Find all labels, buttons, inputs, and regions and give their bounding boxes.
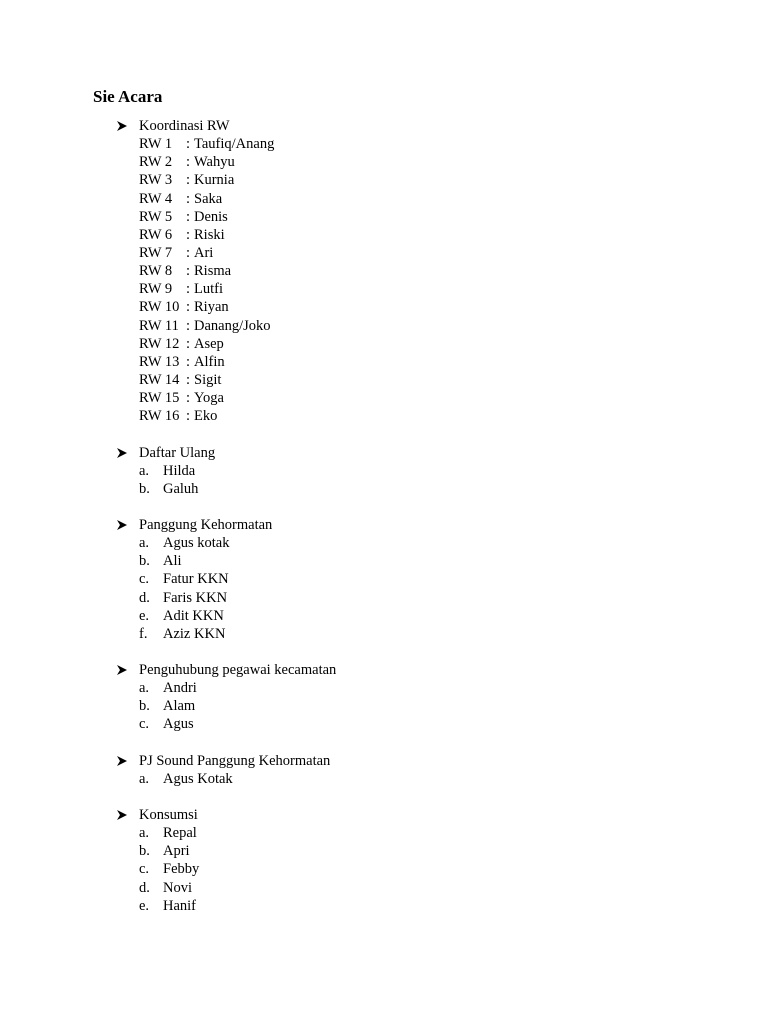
section-penghubung-pegawai xyxy=(0,661,768,734)
section-heading-row xyxy=(0,444,768,462)
list-item-letter: c. xyxy=(139,861,150,878)
rw-colon: : xyxy=(186,299,191,316)
list-item-letter: c. xyxy=(139,716,150,733)
rw-person-name: Risma xyxy=(194,263,232,280)
section-heading: Panggung Kehormatan xyxy=(139,517,273,533)
list-item xyxy=(0,625,768,643)
rw-row xyxy=(0,317,768,335)
list-item-name: Hanif xyxy=(163,897,197,914)
list-item-name: Fatur KKN xyxy=(163,571,229,588)
list-item-letter: a. xyxy=(139,825,150,842)
arrowhead-bullet-icon xyxy=(116,755,128,767)
rw-colon: : xyxy=(186,263,191,280)
rw-person-name: Asep xyxy=(194,335,224,352)
section-heading-row xyxy=(0,661,768,679)
list-item xyxy=(0,842,768,860)
rw-label: RW 9 xyxy=(139,281,173,298)
list-item-name: Aziz KKN xyxy=(163,625,226,642)
rw-person-name: Yoga xyxy=(194,390,224,407)
rw-row xyxy=(0,208,768,226)
list-item xyxy=(0,589,768,607)
rw-colon: : xyxy=(186,226,191,243)
rw-row xyxy=(0,244,768,262)
list-item xyxy=(0,534,768,552)
list-item xyxy=(0,879,768,897)
list-item-name: Galuh xyxy=(163,481,199,498)
rw-colon: : xyxy=(186,317,191,334)
rw-row xyxy=(0,226,768,244)
rw-label: RW 15 xyxy=(139,390,180,407)
section-heading: Koordinasi RW xyxy=(139,118,230,134)
list-item-name: Agus kotak xyxy=(163,535,230,552)
rw-colon: : xyxy=(186,208,191,225)
rw-row xyxy=(0,135,768,153)
rw-person-name: Danang/Joko xyxy=(194,317,271,334)
rw-person-name: Sigit xyxy=(194,371,222,388)
list-item xyxy=(0,897,768,915)
list-item xyxy=(0,679,768,697)
rw-label: RW 3 xyxy=(139,172,173,189)
rw-person-name: Denis xyxy=(194,208,228,225)
list-item-name: Novi xyxy=(163,879,192,896)
list-item-name: Andri xyxy=(163,680,197,697)
section-heading-row xyxy=(0,516,768,534)
rw-colon: : xyxy=(186,408,191,425)
list-item-name: Agus xyxy=(163,716,194,733)
list-item-name: Repal xyxy=(163,825,197,842)
rw-label: RW 10 xyxy=(139,299,180,316)
list-item xyxy=(0,697,768,715)
lettered-list xyxy=(0,679,768,733)
rw-colon: : xyxy=(186,281,191,298)
list-item-name: Faris KKN xyxy=(163,589,228,606)
rw-person-name: Eko xyxy=(194,408,218,425)
rw-row xyxy=(0,190,768,208)
list-item-name: Agus Kotak xyxy=(163,771,233,788)
rw-colon: : xyxy=(186,353,191,370)
section-heading: PJ Sound Panggung Kehormatan xyxy=(139,753,331,769)
list-item-letter: b. xyxy=(139,481,150,498)
list-item-name: Adit KKN xyxy=(163,607,224,624)
rw-label: RW 11 xyxy=(139,317,179,334)
list-item xyxy=(0,607,768,625)
rw-person-name: Alfin xyxy=(194,353,225,370)
list-item-letter: f. xyxy=(139,625,148,642)
rw-label: RW 12 xyxy=(139,335,180,352)
list-item-letter: a. xyxy=(139,771,150,788)
list-item-name: Febby xyxy=(163,861,200,878)
rw-row xyxy=(0,407,768,425)
lettered-list xyxy=(0,824,768,915)
list-item xyxy=(0,770,768,788)
rw-label: RW 6 xyxy=(139,226,173,243)
rw-person-name: Wahyu xyxy=(194,154,235,171)
list-item xyxy=(0,715,768,733)
section-heading-row xyxy=(0,806,768,824)
list-item-name: Hilda xyxy=(163,463,196,480)
list-item-letter: a. xyxy=(139,680,150,697)
rw-person-name: Riyan xyxy=(194,299,229,316)
rw-label: RW 8 xyxy=(139,263,173,280)
list-item-letter: a. xyxy=(139,535,150,552)
rw-colon: : xyxy=(186,244,191,261)
section-pj-sound xyxy=(0,752,768,788)
rw-colon: : xyxy=(186,136,191,153)
section-panggung-kehormatan xyxy=(0,516,768,643)
rw-person-name: Lutfi xyxy=(194,281,223,298)
list-item xyxy=(0,570,768,588)
rw-person-name: Saka xyxy=(194,190,223,207)
rw-row xyxy=(0,371,768,389)
arrowhead-bullet-icon xyxy=(116,809,128,821)
list-item xyxy=(0,552,768,570)
rw-row xyxy=(0,389,768,407)
section-heading: Penguhubung pegawai kecamatan xyxy=(139,662,337,678)
list-item xyxy=(0,860,768,878)
rw-colon: : xyxy=(186,190,191,207)
list-item-name: Ali xyxy=(163,553,182,570)
rw-row xyxy=(0,171,768,189)
page-title: Sie Acara xyxy=(93,87,163,106)
list-item-name: Apri xyxy=(163,843,190,860)
rw-row xyxy=(0,298,768,316)
rw-label: RW 5 xyxy=(139,208,173,225)
arrowhead-bullet-icon xyxy=(116,120,128,132)
list-item xyxy=(0,824,768,842)
section-konsumsi xyxy=(0,806,768,915)
list-item-letter: d. xyxy=(139,879,150,896)
section-daftar-ulang xyxy=(0,444,768,498)
rw-colon: : xyxy=(186,154,191,171)
list-item-letter: d. xyxy=(139,589,150,606)
section-heading-row xyxy=(0,752,768,770)
lettered-list xyxy=(0,534,768,643)
rw-person-name: Ari xyxy=(194,244,214,261)
rw-colon: : xyxy=(186,390,191,407)
section-heading: Konsumsi xyxy=(139,807,198,823)
rw-label: RW 1 xyxy=(139,136,173,153)
arrowhead-bullet-icon xyxy=(116,447,128,459)
list-item-letter: a. xyxy=(139,463,150,480)
rw-colon: : xyxy=(186,172,191,189)
rw-label: RW 13 xyxy=(139,353,180,370)
list-item xyxy=(0,480,768,498)
rw-colon: : xyxy=(186,335,191,352)
lettered-list xyxy=(0,770,768,788)
list-item-letter: b. xyxy=(139,553,150,570)
list-item-letter: e. xyxy=(139,897,150,914)
arrowhead-bullet-icon xyxy=(116,519,128,531)
rw-person-name: Kurnia xyxy=(194,172,235,189)
list-item-letter: e. xyxy=(139,607,150,624)
section-heading-row xyxy=(0,117,768,135)
rw-person-name: Riski xyxy=(194,226,225,243)
arrowhead-bullet-icon xyxy=(116,664,128,676)
rw-colon: : xyxy=(186,371,191,388)
section-koordinasi-rw xyxy=(0,117,768,425)
rw-person-name: Taufiq/Anang xyxy=(194,136,275,153)
rw-row xyxy=(0,335,768,353)
rw-label: RW 16 xyxy=(139,408,180,425)
list-item xyxy=(0,462,768,480)
lettered-list xyxy=(0,462,768,498)
list-item-name: Alam xyxy=(163,698,196,715)
rw-row xyxy=(0,280,768,298)
rw-row xyxy=(0,262,768,280)
list-item-letter: b. xyxy=(139,698,150,715)
list-item-letter: c. xyxy=(139,571,150,588)
section-heading: Daftar Ulang xyxy=(139,445,216,461)
rw-row xyxy=(0,353,768,371)
rw-label: RW 14 xyxy=(139,371,180,388)
rw-row xyxy=(0,153,768,171)
rw-label: RW 2 xyxy=(139,154,173,171)
list-item-letter: b. xyxy=(139,843,150,860)
rw-label: RW 7 xyxy=(139,244,173,261)
rw-list xyxy=(0,135,768,425)
rw-label: RW 4 xyxy=(139,190,173,207)
